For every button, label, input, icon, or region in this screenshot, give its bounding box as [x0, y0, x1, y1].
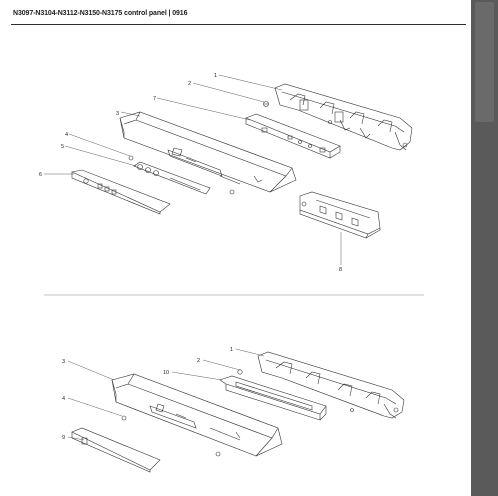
part-2-screw-bottom	[238, 370, 242, 374]
leader-lines-top	[44, 75, 341, 265]
callout-3: 3	[62, 359, 66, 365]
part-9-label-bottom	[72, 428, 160, 472]
part-2-screw-top	[264, 102, 269, 107]
part-10-display-frame-bottom	[220, 376, 326, 420]
leader-lines-bottom	[68, 349, 264, 440]
part-8-connector-top	[300, 192, 380, 238]
callout-10: 10	[163, 370, 170, 376]
page-title: N3097-N3104-N3112-N3150-N3175 control panel | 0916	[13, 10, 188, 17]
part-7-board-top	[246, 114, 340, 158]
callout-7: 7	[153, 96, 157, 102]
part-4-screw-top	[129, 156, 133, 160]
callout-4: 4	[65, 132, 69, 138]
callouts-top	[39, 73, 342, 273]
part-4-screw-bottom	[122, 416, 126, 420]
callout-8: 8	[339, 267, 343, 273]
callout-4: 4	[62, 396, 66, 402]
callout-2: 2	[197, 358, 201, 364]
callout-9: 9	[62, 435, 66, 441]
callout-3: 3	[116, 111, 120, 117]
viewer-scrollbar[interactable]	[471, 0, 498, 496]
callout-1: 1	[230, 347, 234, 353]
callout-6: 6	[39, 172, 43, 178]
callout-5: 5	[61, 144, 65, 150]
part-6-label-top	[72, 170, 170, 214]
part-3-housing-top	[120, 112, 296, 192]
part-3-housing-bottom	[112, 374, 282, 456]
part-1-frame-bottom	[258, 352, 404, 418]
scrollbar-thumb[interactable]	[475, 2, 494, 122]
callout-2: 2	[188, 81, 192, 87]
callout-1: 1	[214, 73, 218, 79]
part-1-frame-top	[275, 84, 412, 150]
